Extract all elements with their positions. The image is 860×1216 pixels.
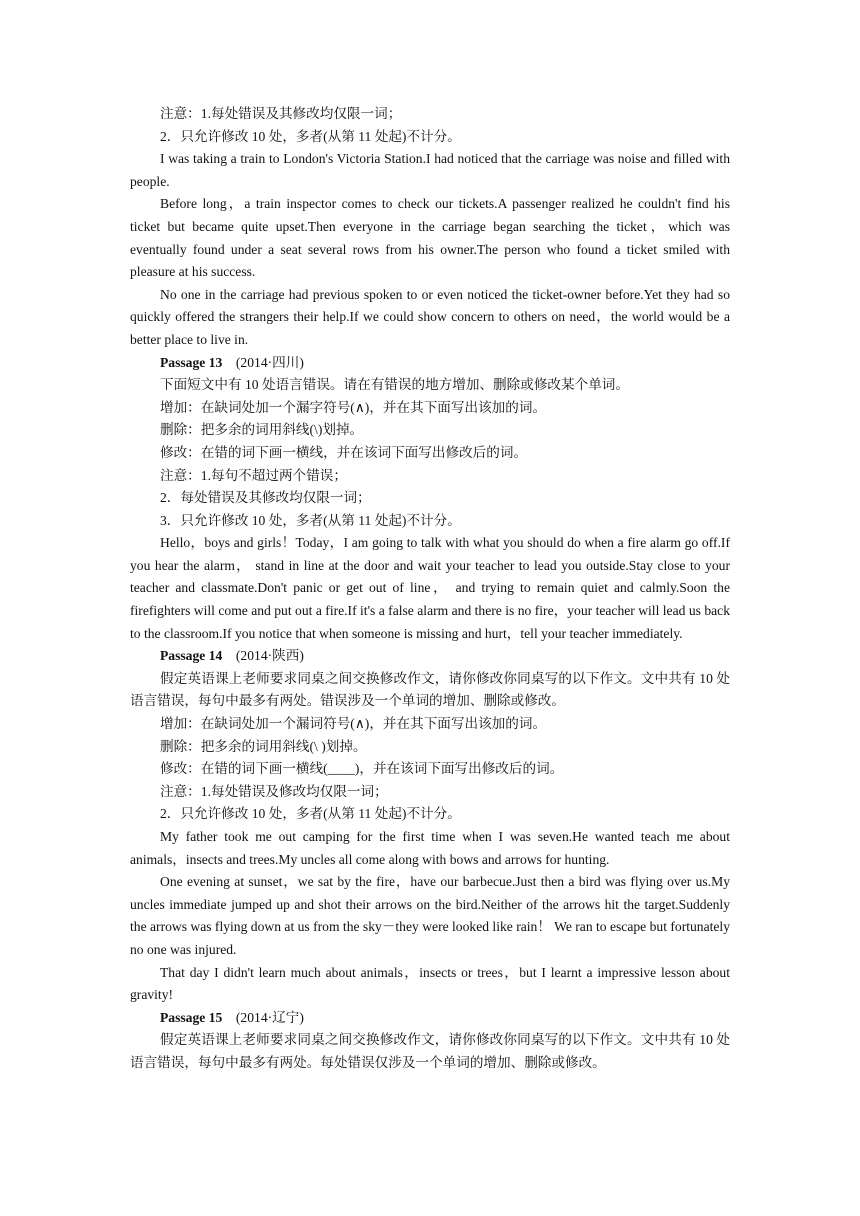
p14-paragraph-1: My father took me out camping for the first time when I was seven.He wanted teach me about animals，insects and trees.My uncles all come along with bows and arrows for hunting.: [130, 829, 730, 867]
p13-modify-instruction: 修改：在错的词下画一横线，并在该词下面写出修改后的词。: [160, 444, 528, 460]
p12-paragraph-3: No one in the carriage had previous spoken to or even noticed the ticket-owner before.Yet they had so quickly offered the strangers their help.If we could show concern to others on need，the world would be a better place to live in.: [130, 286, 730, 347]
p13-intro: 下面短文中有 10 处语言错误。请在有错误的地方增加、删除或修改某个单词。: [160, 377, 629, 393]
p14-modify-instruction: 修改：在错的词下画一横线(____)，并在该词下面写出修改后的词。: [160, 761, 564, 777]
p13-note-1: 注意：1.每句不超过两个错误；: [160, 467, 347, 483]
p14-paragraph-3: That day I didn't learn much about animals，insects or trees，but I learnt a impressive lesson about gravity!: [130, 964, 730, 1003]
passage-15-title: Passage 15: [160, 1009, 223, 1025]
passage-15-source: (2014·辽宁): [235, 1009, 304, 1025]
p14-delete-instruction: 删除：把多余的词用斜线(\ )划掉。: [160, 738, 367, 754]
p13-paragraph-1: Hello，boys and girls！Today，I am going to talk with what you should do when a fire alarm go off.If you hear the alarm， stand in line at the door and wait your teacher to lead you outside.Stay close to your teacher and classmate.Don't panic or get out of line， and trying to remain quiet and calmly.Soon the firefighters will come and put out a fire.If it's a false alarm and there is no fire，your teacher will lead us back to the classroom.If you notice that when someone is missing and hurt，tell your teacher immediately.: [130, 535, 730, 641]
passage-13-heading: [130, 352, 730, 375]
p14-intro: 假定英语课上老师要求同桌之间交换修改作文，请你修改你同桌写的以下作文。文中共有 10 处语言错误，每句中最多有两处。错误涉及一个单词的增加、删除或修改。: [130, 670, 730, 709]
p14-note-2: 2．只允许修改 10 处，多者(从第 11 处起)不计分。: [160, 806, 461, 822]
passage-15-heading: [130, 1007, 730, 1030]
p14-paragraph-2: One evening at sunset，we sat by the fire，have our barbecue.Just then a bird was flying over us.My uncles immediate jumped up and shot their arrows on the bird.Neither of the arrows hit the target.Suddenly the arrows was flying down at us from the sky－they were looked like rain！ We ran to escape but fortunately no one was injured.: [130, 874, 731, 957]
p13-add-instruction: 增加：在缺词处加一个漏字符号(∧)，并在其下面写出该加的词。: [160, 399, 547, 415]
passage-14-source: (2014·陕西): [235, 648, 304, 664]
p12-note-2: 2．只允许修改 10 处，多者(从第 11 处起)不计分。: [160, 128, 461, 144]
passage-14-heading: [130, 645, 730, 668]
p12-paragraph-2: Before long，a train inspector comes to check our tickets.A passenger realized he couldn't find his ticket but became quite upset.Then everyone in the carriage began searching the ticket，which was eventually found under a seat several rows from his owner.The person who found a ticket smiled with pleasure at his success.: [130, 196, 730, 280]
p14-add-instruction: 增加：在缺词处加一个漏词符号(∧)，并在其下面写出该加的词。: [160, 716, 547, 732]
passage-14-title: Passage 14: [160, 648, 223, 664]
p14-note-1: 注意：1.每处错误及修改均仅限一词；: [160, 783, 388, 799]
p12-note-1: 注意：1.每处错误及其修改均仅限一词；: [160, 106, 402, 121]
p13-note-3: 3．只允许修改 10 处，多者(从第 11 处起)不计分。: [160, 512, 461, 528]
passage-13-source: (2014·四川): [235, 354, 304, 370]
document-page: [130, 103, 730, 1075]
p15-intro: 假定英语课上老师要求同桌之间交换修改作文，请你修改你同桌写的以下作文。文中共有 10 处语言错误，每句中最多有两处。每处错误仅涉及一个单词的增加、删除或修改。: [130, 1032, 730, 1070]
passage-13-title: Passage 13: [160, 354, 223, 370]
p13-note-2: 2．每处错误及其修改均仅限一词；: [160, 490, 371, 506]
p12-paragraph-1: I was taking a train to London's Victoria Station.I had noticed that the carriage was noise and filled with people.: [130, 151, 730, 189]
p13-delete-instruction: 删除：把多余的词用斜线(\)划掉。: [160, 422, 364, 438]
